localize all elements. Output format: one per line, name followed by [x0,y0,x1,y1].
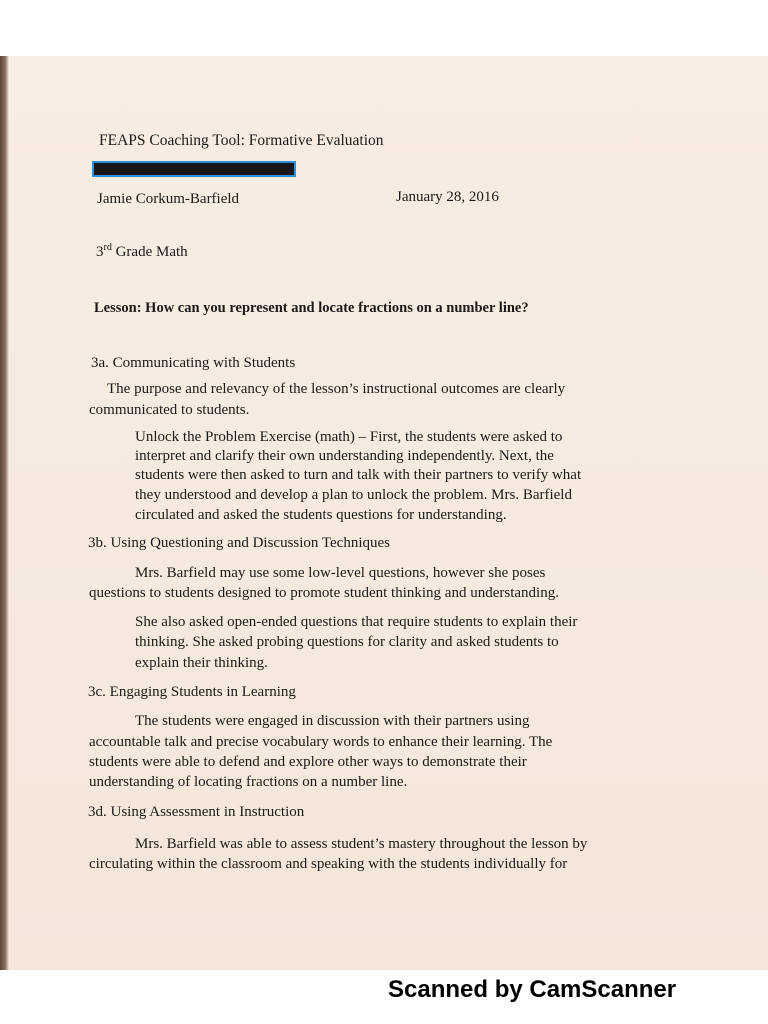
section-3a-line: communicated to students. [89,402,250,418]
section-3b-line: thinking. She asked probing questions for clarity and asked students to [135,634,559,650]
redaction-bar [92,161,296,177]
grade-subject-text: Grade Math [111,244,188,260]
section-3a-line: interpret and clarify their own understanding independently. Next, the [135,448,554,464]
section-3b-line: explain their thinking. [135,655,268,671]
grade-ordinal: 3 [96,244,104,260]
section-3a-line: Unlock the Problem Exercise (math) – First, the students were asked to [135,429,563,445]
evaluation-date: January 28, 2016 [396,189,499,205]
section-heading-3b: 3b. Using Questioning and Discussion Techniques [88,535,390,551]
section-3b-line: Mrs. Barfield may use some low-level questions, however she poses [135,565,546,581]
paper-shadow-edge [0,56,9,970]
section-3a-line: they understood and develop a plan to unlock the problem. Mrs. Barfield [135,487,572,503]
section-heading-3c: 3c. Engaging Students in Learning [88,684,296,700]
section-heading-3a: 3a. Communicating with Students [91,355,296,371]
grade-suffix: rd [103,242,112,253]
section-3c-line: The students were engaged in discussion with their partners using [135,713,530,729]
section-heading-3d: 3d. Using Assessment in Instruction [88,804,305,820]
document-title: FEAPS Coaching Tool: Formative Evaluation [99,132,384,149]
section-3d-line: circulating within the classroom and speaking with the students individually for [89,856,568,872]
scanner-watermark: Scanned by CamScanner [388,976,677,1003]
section-3a-line: students were then asked to turn and talk with their partners to verify what [135,467,582,483]
section-3a-line: circulated and asked the students questions for understanding. [135,507,507,523]
section-3b-line: She also asked open-ended questions that require students to explain their [135,614,578,630]
section-3a-line: The purpose and relevancy of the lesson’s instructional outcomes are clearly [107,381,566,397]
scanned-page [0,56,768,970]
section-3d-line: Mrs. Barfield was able to assess student’s mastery throughout the lesson by [135,836,588,852]
section-3c-line: students were able to defend and explore other ways to demonstrate their [89,754,527,770]
teacher-name: Jamie Corkum-Barfield [97,191,240,207]
lesson-question: Lesson: How can you represent and locate fractions on a number line? [94,300,529,316]
grade-subject [96,242,188,262]
section-3b-line: questions to students designed to promote student thinking and understanding. [89,585,559,601]
section-3c-line: accountable talk and precise vocabulary words to enhance their learning. The [89,734,553,750]
section-3c-line: understanding of locating fractions on a number line. [89,774,408,790]
